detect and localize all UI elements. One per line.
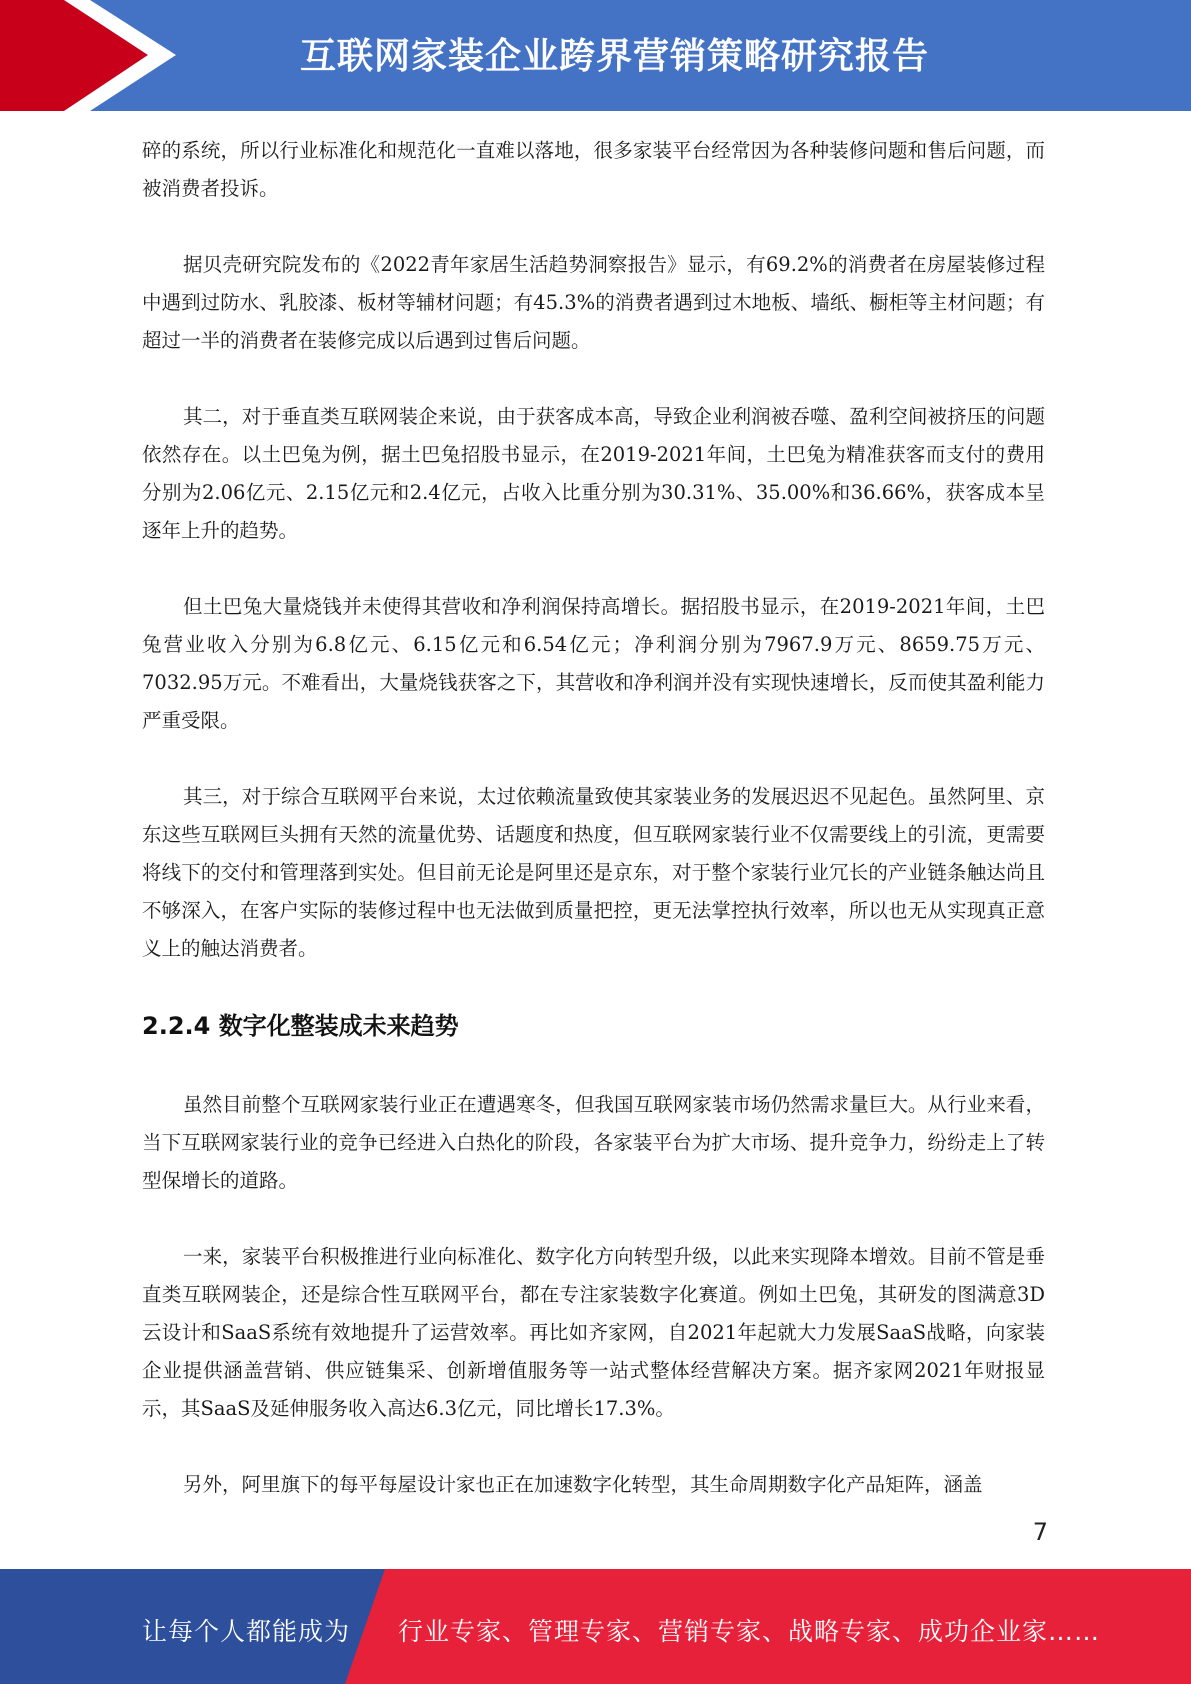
paragraph-alibaba: 另外，阿里旗下的每平每屋设计家也正在加速数字化转型，其生命周期数字化产品矩阵，涵盖 [183, 1473, 983, 1496]
page-content [142, 132, 1045, 1542]
page-number: 7 [1032, 1518, 1048, 1546]
footer-slogan-left: 让每个人都能成为 [142, 1617, 351, 1646]
paragraph-section-intro: 虽然目前整个互联网家装行业正在遭遇寒冬，但我国互联网家装市场仍然需求量巨大。从行业来看，当下互联网家装行业的竞争已经进入白热化的阶段，各家装平台为扩大市场、提升竞争力，纷纷走上了转型保增长的道路。 [142, 1093, 1045, 1192]
section-heading: 2.2.4 数字化整装成未来趋势 [142, 1012, 459, 1040]
paragraph-comprehensive-platforms: 其三，对于综合互联网平台来说，太过依赖流量致使其家装业务的发展迟迟不见起色。虽然阿里、京东这些互联网巨头拥有天然的流量优势、话题度和热度，但互联网家装行业不仅需要线上的引流，更需要将线下的交付和管理落到实处。但目前无论是阿里还是京东，对于整个家装行业冗长的产业链条触达尚且不够深入，在客户实际的装修过程中也无法做到质量把控，更无法掌控执行效率，所以也无从实现真正意义上的触达消费者。 [142, 785, 1045, 960]
paragraph-beike-report: 据贝壳研究院发布的《2022青年家居生活趋势洞察报告》显示，有69.2%的消费者在房屋装修过程中遇到过防水、乳胶漆、板材等辅材问题；有45.3%的消费者遇到过木地板、墙纸、橱柜等主材问题；有超过一半的消费者在装修完成以后遇到过售后问题。 [142, 253, 1045, 352]
report-title: 互联网家装企业跨界营销策略研究报告 [300, 36, 930, 77]
paragraph-digital-transformation: 一来，家装平台积极推进行业向标准化、数字化方向转型升级，以此来实现降本增效。目前不管是垂直类互联网装企，还是综合性互联网平台，都在专注家装数字化赛道。例如土巴兔，其研发的图满意3D云设计和SaaS系统有效地提升了运营效率。再比如齐家网，自2021年起就大力发展SaaS战略，向家装企业提供涵盖营销、供应链集采、创新增值服务等一站式整体经营解决方案。据齐家网2021年财报显示，其SaaS及延伸服务收入高达6.3亿元，同比增长17.3%。 [142, 1245, 1045, 1420]
paragraph-continued: 碎的系统，所以行业标准化和规范化一直难以落地，很多家装平台经常因为各种装修问题和售后问题，而被消费者投诉。 [142, 139, 1045, 200]
header-red-chevron [0, 0, 148, 111]
paragraph-tubatu-revenue: 但土巴兔大量烧钱并未使得其营收和净利润保持高增长。据招股书显示，在2019-2021年间，土巴兔营业收入分别为6.8亿元、6.15亿元和6.54亿元；净利润分别为7967.9万元、8659.75万元、7032.95万元。不难看出，大量烧钱获客之下，其营收和净利润并没有实现快速增长，反而使其盈利能力严重受限。 [142, 595, 1045, 732]
page-footer [0, 1569, 1191, 1684]
paragraph-vertical-platforms: 其二，对于垂直类互联网装企来说，由于获客成本高，导致企业利润被吞噬、盈利空间被挤压的问题依然存在。以土巴兔为例，据土巴兔招股书显示，在2019-2021年间，土巴兔为精准获客而支付的费用分别为2.06亿元、2.15亿元和2.4亿元，占收入比重分别为30.31%、35.00%和36.66%，获客成本呈逐年上升的趋势。 [142, 405, 1045, 542]
footer-slogan-right: 行业专家、管理专家、营销专家、战略专家、成功企业家…… [398, 1617, 1101, 1646]
page-header [0, 0, 1191, 111]
